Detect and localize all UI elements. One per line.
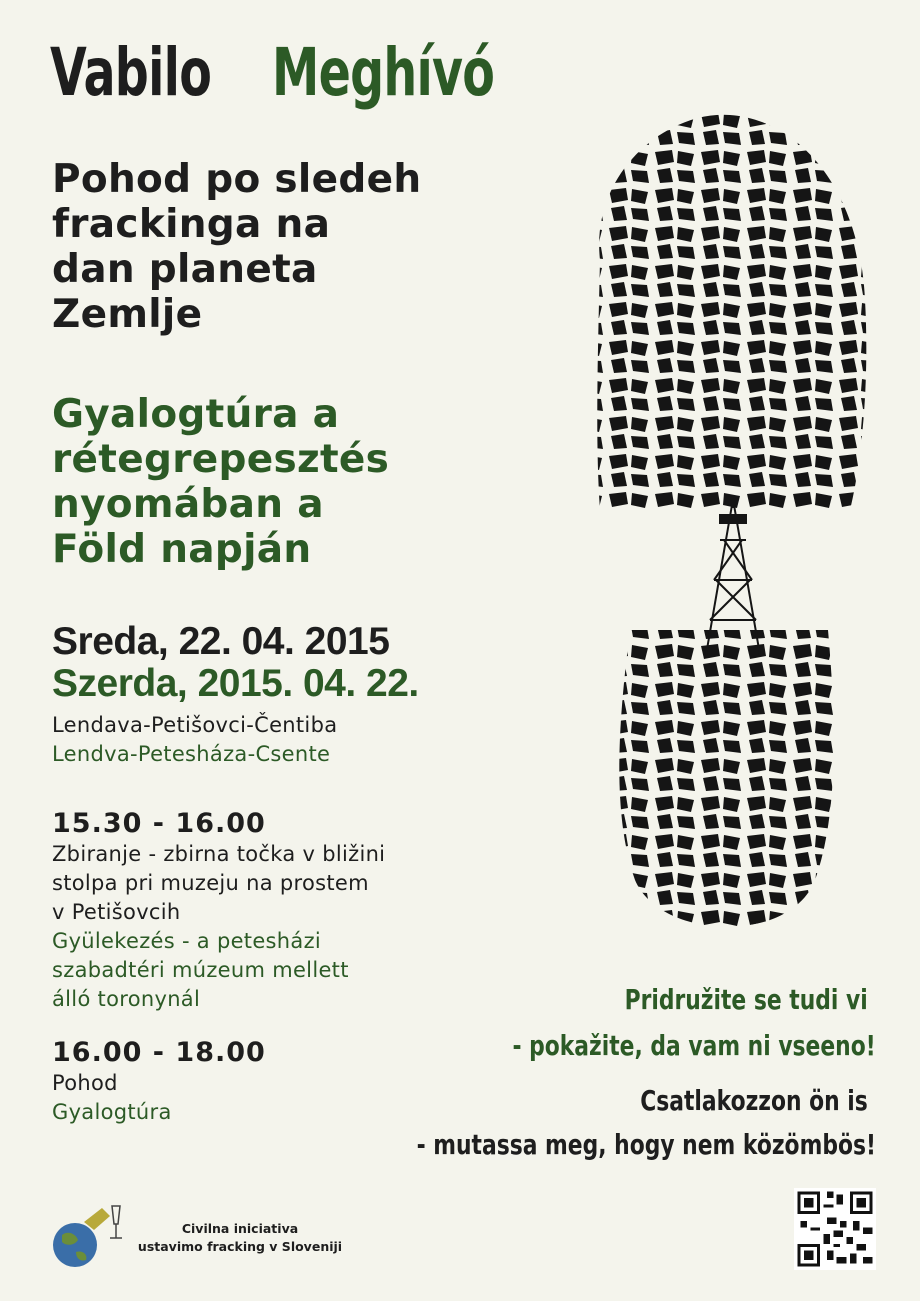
qr-code-icon[interactable] <box>794 1188 876 1270</box>
location-slovene: Lendava-Petišovci-Čentiba <box>52 713 338 737</box>
location-hungarian: Lendva-Petesháza-Csente <box>52 742 331 766</box>
organization-name <box>130 1220 350 1256</box>
schedule-sl-line: v Petišovcih <box>52 900 181 924</box>
title-slovene: Vabilo <box>50 34 212 111</box>
schedule-time: 16.00 - 18.00 <box>52 1037 266 1068</box>
boot-footprint-icon <box>560 110 880 950</box>
globe-logo-icon <box>50 1200 140 1270</box>
schedule-hu-line: Gyülekezés - a petesházi <box>52 929 322 953</box>
schedule-sl-line: Pohod <box>52 1071 118 1095</box>
slogan-slovene: Pridružite se tudi vi <box>624 983 868 1016</box>
schedule-sl-line: stolpa pri muzeju na prostem <box>52 871 369 895</box>
schedule-hu-line: Gyalogtúra <box>52 1100 172 1124</box>
schedule-sl-line: Zbiranje - zbirna točka v bližini <box>52 842 386 866</box>
schedule-hu-line: szabadtéri múzeum mellett <box>52 958 349 982</box>
sole-heel <box>619 630 833 927</box>
heading-hu-line: Gyalogtúra a <box>52 392 340 437</box>
slogan-hungarian: - mutassa meg, hogy nem közömbös! <box>416 1128 876 1161</box>
heading-hu-line: rétegrepesztés <box>52 437 390 482</box>
heading-sl-line: Zemlje <box>52 292 203 337</box>
organization-line: ustavimo fracking v Sloveniji <box>137 1239 343 1254</box>
schedule-hu-line: álló toronynál <box>52 987 201 1011</box>
heading-hu-line: nyomában a <box>52 482 324 527</box>
sole-upper <box>597 115 866 510</box>
organization-line: Civilna iniciativa <box>181 1221 299 1236</box>
heading-sl-line: frackinga na <box>52 202 331 247</box>
date-hungarian: Szerda, 2015. 04. 22. <box>52 662 419 705</box>
schedule-description <box>52 1069 492 1127</box>
heading-sl-line: Pohod po sledeh <box>52 157 422 202</box>
schedule-description <box>52 840 492 1014</box>
slogan-slovene: - pokažite, da vam ni vseeno! <box>512 1029 876 1062</box>
date-slovene: Sreda, 22. 04. 2015 <box>52 620 390 663</box>
schedule-time: 15.30 - 16.00 <box>52 808 266 839</box>
heading-sl-line: dan planeta <box>52 247 318 292</box>
heading-hungarian <box>52 392 522 572</box>
slogan-hungarian: Csatlakozzon ön is <box>640 1084 868 1117</box>
title-hungarian: Meghívó <box>272 34 495 111</box>
heading-hu-line: Föld napján <box>52 527 312 572</box>
heading-slovene <box>52 157 522 337</box>
